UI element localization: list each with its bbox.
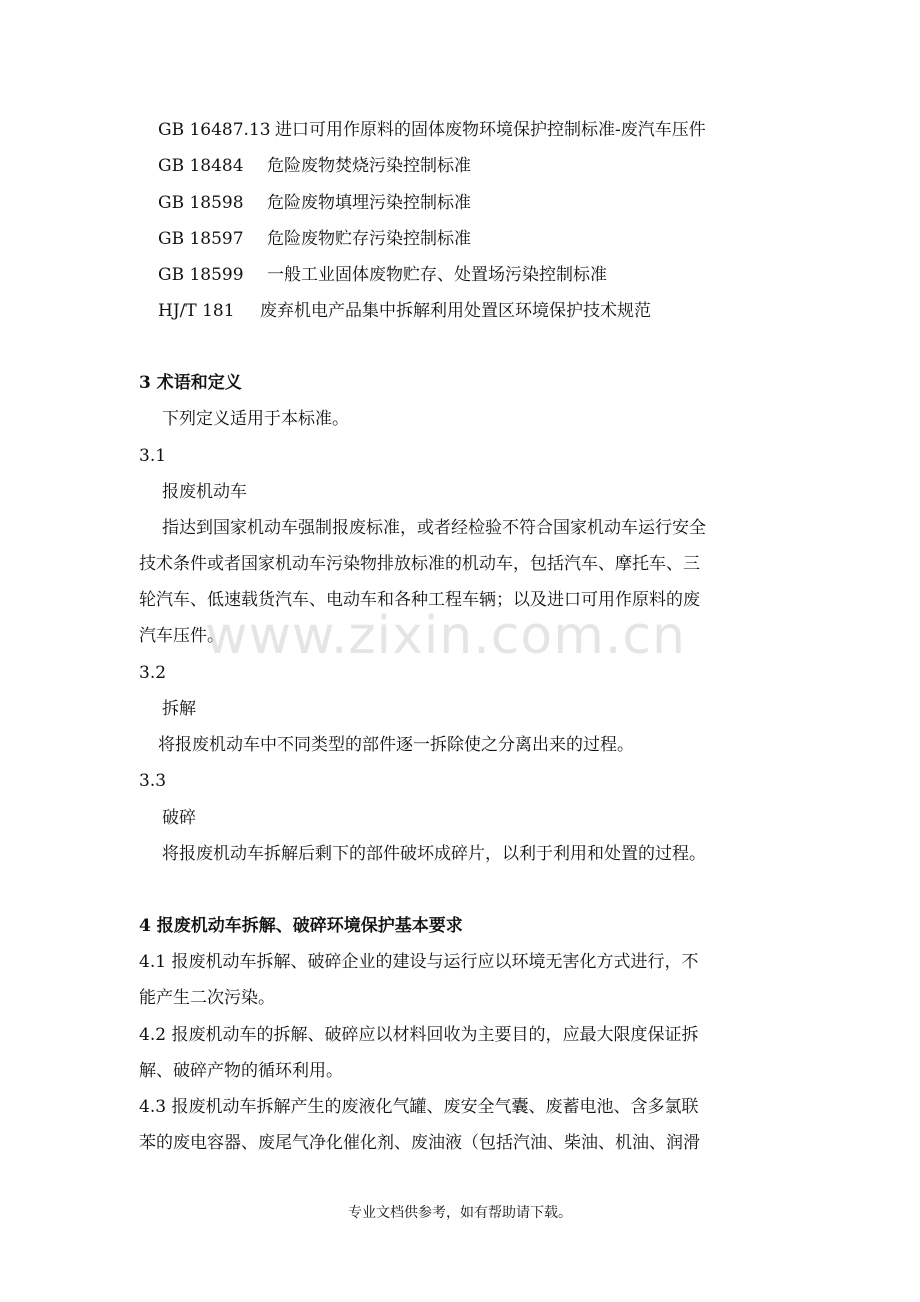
- page-footer: 专业文档供参考，如有帮助请下载。: [348, 1205, 572, 1221]
- reference-code: GB 18484: [158, 156, 244, 176]
- reference-item: [158, 117, 706, 143]
- section-3-heading: 3 术语和定义: [139, 373, 242, 393]
- requirement-line: 能产生二次污染。: [139, 988, 275, 1008]
- reference-item: [158, 226, 471, 252]
- term-number: 3.1: [139, 446, 167, 466]
- reference-item: [158, 153, 471, 179]
- term-number: 3.2: [139, 663, 167, 683]
- term-number: 3.3: [139, 771, 167, 791]
- requirement-line: 4.1 报废机动车拆解、破碎企业的建设与运行应以环境无害化方式进行，不: [139, 952, 699, 972]
- requirement-line: 苯的废电容器、废尾气净化催化剂、废油液（包括汽油、柴油、机油、润滑: [139, 1133, 700, 1153]
- term-definition-line: 轮汽车、低速载货汽车、电动车和各种工程车辆；以及进口可用作原料的废: [139, 590, 700, 610]
- requirement-line: 解、破碎产物的循环利用。: [139, 1061, 343, 1081]
- reference-code: GB 18597: [158, 229, 244, 249]
- term-definition-line: 将报废机动车中不同类型的部件逐一拆除使之分离出来的过程。: [158, 735, 634, 755]
- term-definition-line: 汽车压件。: [139, 626, 224, 646]
- section-4-heading: 4 报废机动车拆解、破碎环境保护基本要求: [139, 916, 463, 936]
- term-name: 拆解: [162, 699, 196, 719]
- reference-title: 危险废物填埋污染控制标准: [267, 193, 471, 213]
- term-definition-line: 技术条件或者国家机动车污染物排放标准的机动车，包括汽车、摩托车、三: [139, 554, 700, 574]
- reference-code: GB 18598: [158, 193, 244, 213]
- reference-title: 进口可用作原料的固体废物环境保护控制标准-废汽车压件: [275, 120, 706, 140]
- requirement-line: 4.3 报废机动车拆解产生的废液化气罐、废安全气囊、废蓄电池、含多氯联: [139, 1097, 699, 1117]
- term-name: 报废机动车: [162, 482, 247, 502]
- reference-code: GB 16487.13: [158, 120, 271, 140]
- reference-code: GB 18599: [158, 265, 244, 285]
- watermark: www.zixin.com.cn: [205, 606, 686, 666]
- term-definition-line: 指达到国家机动车强制报废标准，或者经检验不符合国家机动车运行安全: [162, 518, 706, 538]
- section-3-intro: 下列定义适用于本标准。: [162, 409, 349, 429]
- reference-title: 危险废物贮存污染控制标准: [267, 229, 471, 249]
- term-definition-line: 将报废机动车拆解后剩下的部件破坏成碎片，以利于利用和处置的过程。: [162, 844, 706, 864]
- reference-item: [158, 190, 471, 216]
- reference-item: [158, 298, 651, 324]
- term-name: 破碎: [162, 808, 196, 828]
- reference-title: 危险废物焚烧污染控制标准: [267, 156, 471, 176]
- reference-title: 废弃机电产品集中拆解利用处置区环境保护技术规范: [260, 301, 651, 321]
- reference-code: HJ/T 181: [158, 301, 235, 321]
- reference-title: 一般工业固体废物贮存、处置场污染控制标准: [267, 265, 607, 285]
- reference-item: [158, 262, 607, 288]
- requirement-line: 4.2 报废机动车的拆解、破碎应以材料回收为主要目的，应最大限度保证拆: [139, 1025, 699, 1045]
